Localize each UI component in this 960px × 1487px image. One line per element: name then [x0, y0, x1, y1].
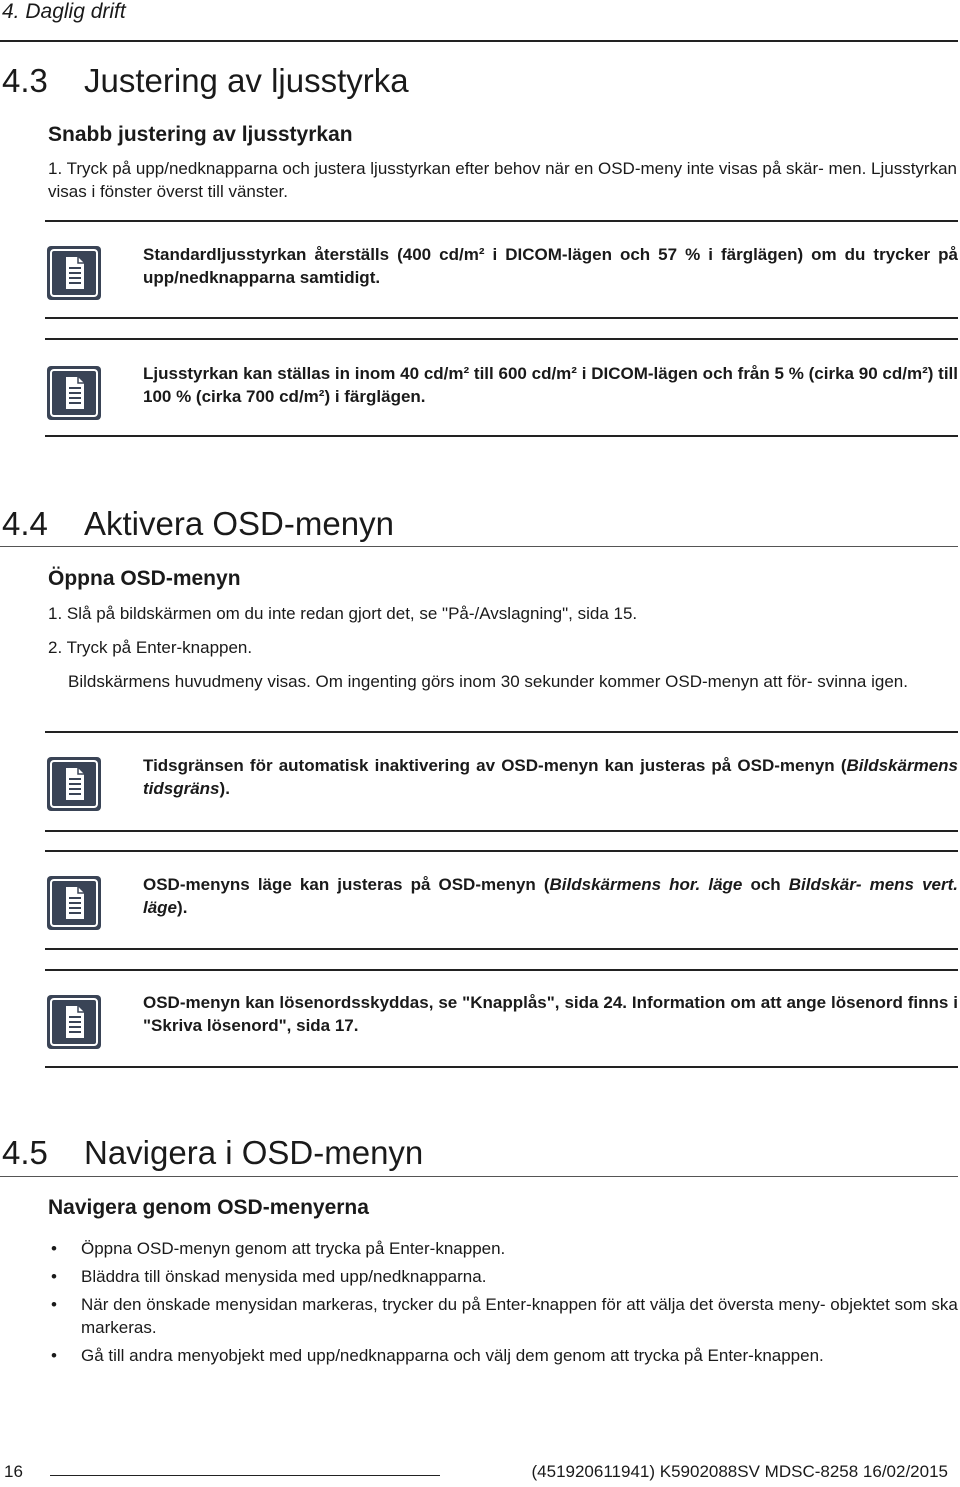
note-osd-timeout — [143, 754, 958, 800]
chapter-header: 4. Daglig drift — [2, 0, 126, 23]
bullet-item: • Gå till andra menyobjekt med upp/nedknapparna och välj dem genom att trycka på Enter-knappen. — [48, 1344, 958, 1367]
note-menu-reference: Bildskärmens tidsgräns — [143, 756, 958, 798]
note-text-part: OSD-menyns läge kan justeras på OSD-menyn ( — [143, 875, 550, 894]
header-rule — [0, 40, 958, 42]
note-rule-top — [45, 338, 958, 340]
note-standard-brightness: Standardljusstyrkan återställs (400 cd/m² i DICOM-lägen och 57 % i färglägen) om du trycker på upp/nedknapparna samtidigt. — [143, 245, 958, 287]
section-rule — [0, 546, 958, 547]
note-osd-position — [143, 873, 958, 919]
note-rule-bottom — [45, 317, 958, 319]
note-document-icon — [47, 366, 101, 420]
note-password-protection: OSD-menyn kan lösenordsskyddas, se "Knapplås", sida 24. Information om att ange lösenord finns i "Skriva lösenord", sida 17. — [143, 993, 958, 1035]
note-text-part: ). — [177, 898, 188, 917]
subheading-snabb-justering: Snabb justering av ljusstyrkan — [48, 123, 353, 146]
footer-rule — [50, 1475, 440, 1476]
page-number: 16 — [4, 1462, 23, 1481]
subheading-oppna-osd: Öppna OSD-menyn — [48, 567, 241, 590]
section-title: Justering av ljusstyrka — [84, 62, 409, 99]
note-brightness-range: Ljusstyrkan kan ställas in inom 40 cd/m² till 600 cd/m² i DICOM-lägen och från 5 % (cirka 90 cd/m²) till 100 % (cirka 700 cd/m²) i färglägen. — [143, 364, 958, 406]
note-rule-top — [45, 220, 958, 222]
section-4-3-heading — [2, 62, 409, 100]
section-4-5-heading — [2, 1134, 423, 1172]
section-rule — [0, 1176, 958, 1177]
section-title: Aktivera OSD-menyn — [84, 505, 394, 542]
note-rule-bottom — [45, 435, 958, 437]
note-rule-top — [45, 850, 958, 852]
note-document-icon — [47, 876, 101, 930]
note-document-icon — [47, 757, 101, 811]
step-2-paragraph: 2. Tryck på Enter-knappen. — [48, 638, 253, 657]
note-rule-bottom — [45, 1066, 958, 1068]
bullet-item: • Bläddra till önskad menysida med upp/nedknapparna. — [48, 1265, 958, 1288]
note-text-part: Tidsgränsen för automatisk inaktivering av OSD-menyn kan justeras på OSD-menyn ( — [143, 756, 847, 775]
note-rule-top — [45, 731, 958, 733]
step-1-paragraph: 1. Tryck på upp/nedknapparna och justera ljusstyrkan efter behov när en OSD-meny inte visas på skär- men. Ljusstyrkan visas i fönster överst till vänster. — [48, 159, 958, 201]
subheading-navigera: Navigera genom OSD-menyerna — [48, 1196, 369, 1219]
note-text-part: ). — [219, 779, 230, 798]
section-number: 4.3 — [2, 62, 48, 99]
document-id: (451920611941) K5902088SV MDSC-8258 16/02/2015 — [531, 1462, 948, 1481]
bullet-list — [48, 1237, 958, 1372]
note-document-icon — [47, 246, 101, 300]
note-document-icon — [47, 995, 101, 1049]
section-number: 4.4 — [2, 505, 48, 542]
note-menu-reference: Bildskär- mens vert. läge — [143, 875, 958, 917]
bullet-item: • Öppna OSD-menyn genom att trycka på Enter-knappen. — [48, 1237, 958, 1260]
note-text-part: och — [742, 875, 789, 894]
section-4-4-heading — [2, 505, 394, 543]
section-number: 4.5 — [2, 1134, 48, 1171]
note-rule-bottom — [45, 830, 958, 832]
bullet-item: • När den önskade menysidan markeras, trycker du på Enter-knappen för att välja det översta meny- objektet som ska markeras. — [48, 1293, 958, 1339]
note-menu-reference: Bildskärmens hor. läge — [549, 875, 743, 894]
note-rule-bottom — [45, 948, 958, 950]
step-1-paragraph: 1. Slå på bildskärmen om du inte redan gjort det, se "På-/Avslagning", sida 15. — [48, 604, 638, 623]
section-title: Navigera i OSD-menyn — [84, 1134, 424, 1171]
result-paragraph: Bildskärmens huvudmeny visas. Om ingenting görs inom 30 sekunder kommer OSD-menyn att för- svinna igen. — [68, 672, 908, 691]
note-rule-top — [45, 969, 958, 971]
